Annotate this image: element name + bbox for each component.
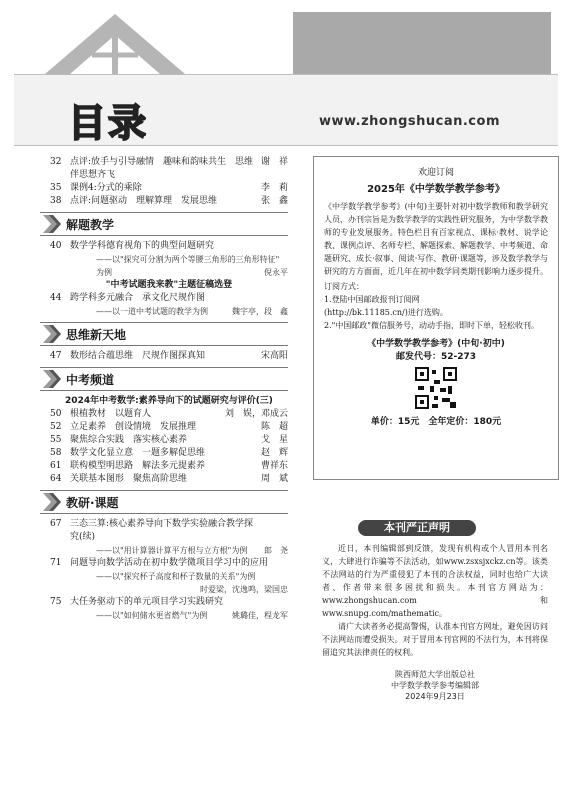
subscribe-method-1: 1.登陆中国邮政报刊订阅网 — [324, 295, 420, 304]
toc-entry — [50, 434, 288, 447]
notice-signature-2: 中学数学教学参考编辑部 — [391, 681, 479, 690]
toc-author: 李 莉 — [260, 183, 288, 193]
toc-entry — [50, 447, 288, 460]
toc-page-number: 61 — [50, 461, 62, 471]
toc-author: 郎 尧 — [264, 546, 288, 555]
toc-entry — [50, 544, 288, 557]
toc-page-number: 71 — [50, 558, 62, 568]
toc-entry — [50, 305, 288, 318]
toc-title: 为例 — [96, 268, 112, 277]
toc-section-title: 解题教学 — [66, 217, 115, 232]
toc-author: 陈 超 — [260, 422, 288, 432]
roof-truss-graphic — [40, 10, 190, 76]
notice-banner: 本刊严正声明 — [358, 520, 476, 536]
toc-title: ——以一道中考试题的教学为例 — [96, 307, 208, 316]
toc-section-title: 思维新天地 — [66, 327, 127, 342]
toc-title: 联构模型明思路 解法多元提素养 — [70, 461, 206, 471]
toc-author: 周 斌 — [260, 474, 288, 484]
toc-page-number: 44 — [50, 293, 62, 303]
toc-section-title: 教研·课题 — [66, 495, 119, 510]
toc-entry — [50, 169, 288, 182]
toc-page-number: 58 — [50, 448, 62, 458]
toc-title: ——以"探究杯子高度和杯子数量的关系"为例 — [96, 572, 256, 581]
page-title: 目录 — [68, 101, 149, 145]
price-info: 单价：15元 全年定价：180元 — [370, 417, 502, 427]
toc-title: 关联基本图形 聚焦高阶思维 — [70, 474, 188, 484]
table-of-contents — [50, 156, 288, 622]
notice-body-1: 近日，本刊编辑部到反馈，发现有机构或个人冒用本刊名义，大肆进行诈骗等不法活动，如www.zsxsjxckz.cn等。该类不法网站的行为严重侵犯了本刊的合法权益，同时也给广大读者、作者带来很多困扰和损失。本刊官方网站为：www.zhongshucan.com和www.snupg.com/mathematic。 — [322, 544, 548, 618]
subscribe-methods-title: 订阅方式： — [324, 282, 364, 291]
toc-entry — [50, 253, 288, 266]
header-gray-block — [293, 12, 551, 74]
toc-entry — [50, 531, 288, 544]
toc-entry — [50, 182, 288, 195]
toc-page-number — [50, 169, 70, 182]
postal-code: 邮发代号：52-273 — [395, 352, 477, 362]
toc-section-header — [40, 322, 288, 346]
toc-page-number: 75 — [50, 597, 62, 607]
toc-page-number: 35 — [50, 183, 62, 193]
toc-entry — [50, 350, 288, 363]
toc-title: ——以"如何储水更省燃气"为例 — [96, 611, 208, 620]
toc-author: 张 鑫 — [260, 196, 288, 206]
website-url: www.zhongshucan.com — [318, 114, 500, 129]
toc-page-number — [50, 253, 70, 266]
toc-title: 数形结合蕴思维 尺规作图探真知 — [70, 351, 206, 361]
notice-date: 2024年9月23日 — [405, 692, 465, 701]
toc-author: 姚璐佳，程龙军 — [232, 611, 288, 620]
toc-entry — [50, 195, 288, 208]
toc-title: 点评:放手与引导融情 趣味和韵味共生 思维 — [70, 157, 254, 167]
toc-title: 数学学科德育视角下的典型问题研究 — [70, 241, 215, 251]
toc-title: 三态三算:核心素养导向下数学实验融合教学探 — [70, 519, 254, 529]
toc-entry — [50, 570, 288, 583]
toc-feature-title: "中考试题我来教"主题征稿选登 — [105, 280, 233, 290]
toc-title: 究(续) — [70, 532, 96, 542]
toc-page-number: 67 — [50, 519, 62, 529]
toc-section-title: 中考频道 — [66, 372, 115, 387]
section-chevron-icon — [40, 491, 66, 513]
toc-section-header — [40, 490, 288, 514]
toc-section-header — [40, 212, 288, 236]
toc-title: 大任务驱动下的单元项目学习实践研究 — [70, 597, 224, 607]
toc-page-number — [50, 305, 70, 318]
toc-page-number: 50 — [50, 409, 62, 419]
toc-title: 根植教材 以题育人 — [70, 409, 152, 419]
subscribe-body: 《中学数学教学参考》(中旬)主要针对初中数学教师和教学研究人员，办刊宗旨是为数学教学的实践性研究服务，为中学数学教师的专业发展服务。特色栏目有百家视点、课标·教材、说学论教、课例点评、名师专栏、解题探索、解题教学、中考频道、命题研究、成长·叙事、阅读·写作、教研·课题等，涉及数学教学与研究的方方面面，近几年在初中数学同类期刊影响力逐步提升。 — [324, 202, 548, 276]
subscribe-method-1-url: (http://bk.11185.cn/)进行选购。 — [324, 308, 448, 317]
toc-title: 跨学科多元融合 承文化尺规作图 — [70, 293, 206, 303]
toc-page-number: 32 — [50, 157, 62, 167]
toc-entry — [50, 292, 288, 305]
toc-entry — [50, 156, 288, 169]
section-chevron-icon — [40, 368, 66, 390]
toc-page-number — [50, 583, 70, 596]
toc-section-header — [40, 367, 288, 391]
section-chevron-icon — [40, 323, 66, 345]
section-chevron-icon — [40, 213, 66, 235]
toc-page-number — [50, 544, 70, 557]
toc-author: 曹祥东 — [260, 461, 288, 471]
subscribe-heading: 欢迎订阅 — [417, 168, 454, 178]
toc-entry — [50, 518, 288, 531]
qr-code-icon — [414, 366, 458, 410]
toc-page-number — [50, 609, 70, 622]
toc-entry — [50, 266, 288, 279]
toc-title: 点评:问题驱动 理解算理 发展思维 — [70, 196, 218, 206]
notice-section — [318, 542, 552, 702]
toc-entry — [50, 609, 288, 622]
toc-page-number: 38 — [50, 196, 62, 206]
subscribe-title: 2025年《中学数学教学参考》 — [367, 184, 505, 195]
toc-title: 课例4:分式的乘除 — [70, 183, 142, 193]
toc-feature-heading — [50, 279, 288, 292]
toc-author: 刘 娱，邓成云 — [224, 409, 288, 419]
toc-page-number: 64 — [50, 474, 62, 484]
notice-signature-1: 陕西师范大学出版总社 — [395, 670, 475, 679]
toc-feature-heading — [50, 395, 288, 408]
toc-entry — [50, 421, 288, 434]
toc-author: 宋高阳 — [260, 351, 288, 361]
toc-page-number — [50, 531, 70, 544]
toc-entry — [50, 460, 288, 473]
toc-author: 戈 星 — [260, 435, 288, 445]
toc-author: 赵 辉 — [260, 448, 288, 458]
toc-entry — [50, 557, 288, 570]
notice-body-2: 请广大读者务必提高警惕，认准本刊官方网址，避免因访问不法网站而遭受损失。对于冒用本刊官网的不法行为，本刊将保留追究其法律责任的权利。 — [322, 622, 548, 657]
toc-entry — [50, 596, 288, 609]
toc-author: 时爱梁，沈逸鸣，梁国忠 — [200, 585, 288, 594]
toc-title: ——以"探究可分割为两个等腰三角形的三角形特征" — [96, 255, 280, 264]
toc-feature-title: 2024年中考数学:素养导向下的试题研究与评价(三) — [65, 396, 273, 406]
toc-page-number: 47 — [50, 351, 62, 361]
toc-title: 聚焦综合实践 落实核心素养 — [70, 435, 188, 445]
toc-title — [70, 583, 200, 596]
toc-title: ——以"用计算器计算平方根与立方根"为例 — [96, 546, 248, 555]
toc-page-number: 55 — [50, 435, 62, 445]
toc-entry — [50, 408, 288, 421]
toc-title: 问题导向数学活动在初中数学微项目学习中的应用 — [70, 558, 269, 568]
toc-entry — [50, 240, 288, 253]
subscribe-method-2: 2."中国邮政"微信服务号，动动手指，即时下单，轻松收刊。 — [324, 321, 539, 330]
magazine-name: 《中学数学教学参考》(中旬·初中) — [367, 339, 505, 349]
toc-author: 倪永平 — [264, 268, 288, 277]
toc-entry — [50, 473, 288, 486]
toc-page-number: 40 — [50, 241, 62, 251]
subscribe-box — [313, 156, 559, 480]
toc-title: 立足素养 创设情境 发展推理 — [70, 422, 197, 432]
toc-page-number: 52 — [50, 422, 62, 432]
toc-author: 魏宇亭，段 鑫 — [232, 307, 288, 316]
toc-entry — [50, 583, 288, 596]
toc-title: 伴思想齐飞 — [70, 170, 116, 180]
toc-author: 谢 祥 — [260, 157, 288, 167]
toc-page-number — [50, 570, 70, 583]
toc-title: 数学文化显立意 一题多解促思维 — [70, 448, 206, 458]
toc-page-number — [50, 266, 70, 279]
